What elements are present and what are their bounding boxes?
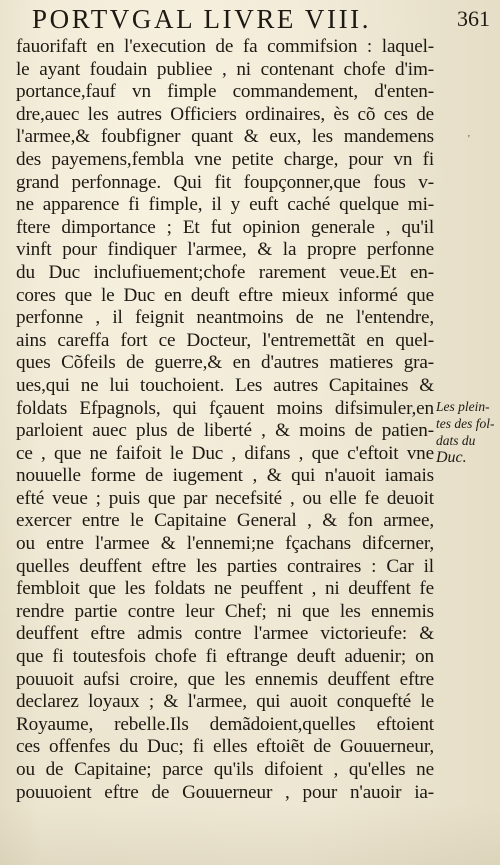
text-line — [16, 443, 434, 466]
text-line — [16, 194, 434, 217]
text-line-content: exercer entre le Capitaine General , & fon armee, — [16, 510, 434, 532]
text-line — [16, 239, 434, 262]
text-line — [16, 330, 434, 353]
text-line-content: declarez loyaux ; & l'armee, qui auoit conquefté le — [16, 691, 434, 713]
margin-note-line: tes des fol- — [436, 416, 495, 431]
text-line — [16, 307, 434, 330]
text-line-content: ou de Capitaine; parce qu'ils difoient , qu'elles ne — [16, 759, 434, 780]
text-line — [16, 352, 434, 375]
text-line — [16, 217, 434, 240]
text-line-content: le ayant foudain publiee , ni contenant chofe d'im- — [16, 58, 434, 80]
text-line-content: cores que le Duc en deuft eftre mieux informé que — [16, 284, 434, 306]
text-line — [16, 533, 434, 556]
text-line — [16, 691, 434, 714]
text-line — [16, 488, 434, 511]
text-line-content: ne apparence fi fimple, il y euft caché quelque mi- — [16, 194, 434, 216]
text-line-content: efté veue ; puis que par necefsité , ou elle fe deuoit — [16, 487, 434, 509]
text-line — [16, 601, 434, 624]
text-line-content: ces offenfes du Duc; fi elles eftoiẽt de Gouuerneur, — [16, 736, 434, 758]
text-line-content: que fi toutesfois chofe fi eftrange deuft aduenir; on — [16, 646, 434, 668]
text-line — [16, 398, 434, 421]
text-line-content: du Duc inclufiuement;chofe rarement veue.Et en- — [16, 261, 434, 283]
text-line — [16, 759, 434, 782]
text-line-content: ques Cõfeils de guerre,& en d'autres matieres gra- — [16, 352, 434, 374]
text-line — [16, 510, 434, 533]
page-header — [32, 4, 490, 38]
text-line-content: vinft pour findiquer l'armee, & la propre perfonne — [16, 239, 434, 261]
text-line-content: rendre partie contre leur Chef; ni que les ennemis — [16, 600, 434, 622]
text-line — [16, 736, 434, 759]
text-line-content: foldats Efpagnols, qui fçauent moins difsimuler,en — [16, 397, 434, 419]
text-line — [16, 420, 434, 443]
text-line-content: deuffent eftre admis contre l'armee victorieufe: & — [16, 623, 434, 645]
margin-note-line: Duc. — [436, 449, 467, 466]
text-line-content: ftere dimportance ; Et fut opinion generale , qu'il — [16, 216, 434, 238]
text-line-content: parloient auec plus de liberté , & moins de patien- — [16, 420, 434, 442]
text-line-content: pouuoit aufsi croire, que les ennemis deuffent eftre — [16, 668, 434, 690]
text-line — [16, 556, 434, 579]
text-line — [16, 646, 434, 669]
text-line-content: portance,fauf vn fimple commandement, d'enten- — [16, 81, 434, 103]
text-line-content: ce , que ne faifoit le Duc , difans , que c'eftoit vne — [16, 442, 434, 464]
margin-note-line: dats du — [436, 433, 476, 448]
page-number: 361 — [457, 6, 490, 31]
text-line-content: des payemens,fembla vne petite charge, pour vn fi — [16, 148, 434, 170]
text-line — [16, 669, 434, 692]
text-line-content: pouuoient eftre de Gouuerneur , pour n'auoir ia- — [16, 781, 434, 803]
text-line — [16, 149, 434, 172]
text-line — [16, 59, 434, 82]
text-line-content: dre,auec les autres Officiers ordinaires, ès cõ ces de — [16, 103, 434, 125]
body-text — [16, 36, 434, 804]
text-line-content: quelles deuffent eftre les parties contraires : Car il — [16, 555, 434, 577]
text-line — [16, 262, 434, 285]
text-line-content: grand perfonnage. Qui fit foupçonner,que fous v- — [16, 171, 434, 193]
text-line — [16, 172, 434, 195]
text-line-content: ues,qui ne lui touchoient. Les autres Capitaines & — [16, 374, 434, 396]
text-line-content: fembloit que les foldats ne peuffent , ni deuffent fe — [16, 578, 434, 600]
text-line-content: ains careffa fort ce Docteur, l'entremettãt en quel- — [16, 329, 434, 351]
text-line — [16, 104, 434, 127]
text-line-content: nouuelle forme de iugement , & qui n'auoit iamais — [16, 465, 434, 487]
text-line-content: fauorifaft en l'execution de fa commifsion : laquel- — [16, 36, 434, 57]
text-line — [16, 375, 434, 398]
text-line — [16, 465, 434, 488]
text-line — [16, 126, 434, 149]
text-line — [16, 81, 434, 104]
text-line — [16, 714, 434, 737]
text-line-content: perfonne , il feignit neantmoins de ne l'entendre, — [16, 307, 434, 329]
text-line — [16, 623, 434, 646]
running-title: PORTVGAL LIVRE VIII. — [32, 4, 372, 34]
text-line — [16, 36, 434, 59]
margin-dot: ' — [468, 134, 470, 145]
text-line-content: l'armee,& foubfigner quant & eux, les mandemens — [16, 126, 434, 148]
margin-note-line: Les plein- — [436, 399, 490, 414]
text-line-content: ou entre l'armee & l'ennemi;ne fçachans difcerner, — [16, 533, 434, 555]
page-shadow — [0, 805, 500, 865]
text-line — [16, 285, 434, 308]
text-line-content: Royaume, rebelle.Ils demãdoient,quelles eftoient — [16, 713, 434, 735]
margin-note — [436, 398, 496, 466]
text-line — [16, 578, 434, 601]
text-line — [16, 782, 434, 805]
